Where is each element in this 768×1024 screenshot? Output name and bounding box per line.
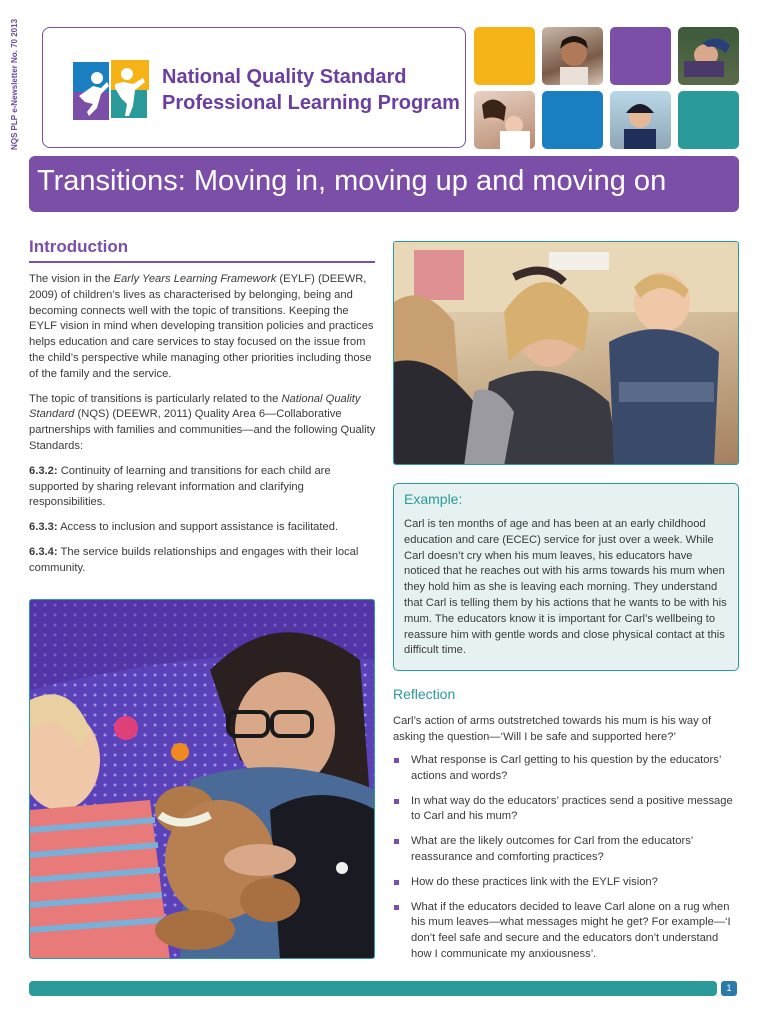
intro-p2-text-cont: (NQS) (DEEWR, 2011) Quality Area 6—Collaborative partnerships with families and communities—and the following Quality Standards: xyxy=(29,408,376,452)
standard-text: Continuity of learning and transitions for each child are supported by sharing relevant information and clarifying responsibilities. xyxy=(29,464,331,509)
yellow-tile xyxy=(474,27,535,85)
bullet-icon xyxy=(394,758,399,763)
child-hat-image xyxy=(610,91,671,149)
educator-child-image xyxy=(394,242,739,465)
quality-standard-item xyxy=(29,520,379,536)
purple-tile xyxy=(610,27,671,85)
intro-p1-text: The vision in the xyxy=(29,273,114,285)
blue-tile xyxy=(542,91,603,149)
side-newsletter-label xyxy=(8,20,24,160)
example-body: Carl is ten months of age and has been at an early childhood education and care (ECEC) service for just over a week. While Carl doesn’t cry when his mum leaves, his educators have noticed that he reaches out with his arms towards his mum when they hold him as she is leaving each morning. They understand that Carl is telling them by his actions that he wants to be with his mum. The educators know it is important for Carl’s wellbeing to reassure him with gentle words and close physical contact at this difficult time. xyxy=(404,518,727,657)
child-hat-tile xyxy=(610,91,671,149)
question-item xyxy=(393,794,739,826)
example-callout xyxy=(393,483,739,671)
photo-tile-mosaic xyxy=(474,27,740,151)
question-text: How do these practices link with the EYLF vision? xyxy=(411,875,658,888)
bullet-icon xyxy=(394,880,399,885)
bullet-icon xyxy=(394,905,399,910)
title-banner xyxy=(29,156,739,212)
intro-paragraph-2 xyxy=(29,392,379,455)
reflection-title: Reflection xyxy=(393,686,456,702)
quality-standard-item xyxy=(29,545,379,577)
intro-p2-emphasis: National Quality Standard xyxy=(29,392,361,421)
teal-tile xyxy=(678,91,739,149)
standard-code: 6.3.4: xyxy=(29,545,58,558)
question-item xyxy=(393,875,739,891)
intro-p1-text-cont: (EYLF) (DEEWR, 2009) of children’s lives as characterised by belonging, being and becoming connects well with the topic of transitions. Keeping the EYLF vision in mind when developing transition policies and practices helps education and care services to stay focused on the issue from the child’s perspective while managing other priorities including those of the family and the service. xyxy=(29,273,374,380)
intro-p2-text: The topic of transitions is particularly related to the xyxy=(29,392,282,405)
standard-code: 6.3.3: xyxy=(29,521,58,534)
child-portrait-image xyxy=(542,27,603,85)
question-text: What if the educators decided to leave Carl alone on a rug when his mum leaves—what messages might he get? For example—‘I don’t feel safe and secure and the educators don’t understand how I communicate my anxiousness’. xyxy=(411,900,731,960)
page-number: 1 xyxy=(721,981,737,996)
heading-divider xyxy=(29,261,375,263)
program-title-line1: National Quality Standard xyxy=(162,66,407,88)
intro-p1-emphasis: Early Years Learning Framework xyxy=(113,273,277,285)
question-item xyxy=(393,834,739,866)
program-title xyxy=(162,64,460,116)
introduction-heading: Introduction xyxy=(29,237,129,256)
standard-code: 6.3.2: xyxy=(29,464,58,477)
educator-child-photo xyxy=(393,241,739,465)
banner-title: Transitions: Moving in, moving up and moving on xyxy=(37,165,667,197)
sleeping-child-image xyxy=(678,27,739,85)
introduction-body xyxy=(29,272,379,586)
educator-teddy-photo xyxy=(29,599,375,959)
reflection-questions xyxy=(393,753,739,972)
example-title: Example: xyxy=(404,491,463,507)
nqs-logo-icon xyxy=(71,58,151,122)
program-title-line2: Professional Learning Program xyxy=(162,92,460,114)
intro-paragraph-1 xyxy=(29,272,379,383)
question-text: In what way do the educators’ practices send a positive message to Carl and his mum? xyxy=(411,794,733,823)
bullet-icon xyxy=(394,839,399,844)
bullet-icon xyxy=(394,799,399,804)
question-item xyxy=(393,753,739,785)
footer-bar xyxy=(29,981,717,996)
child-photo-tile xyxy=(542,27,603,85)
mother-baby-image xyxy=(474,91,535,149)
standard-text: Access to inclusion and support assistance is facilitated. xyxy=(57,521,339,534)
reflection-intro: Carl’s action of arms outstretched towards his mum is his way of asking the question—‘Will I be safe and supported here?’ xyxy=(393,715,712,743)
standard-text: The service builds relationships and engages with their local community. xyxy=(29,545,359,574)
side-label-text: NQS PLP e-Newsletter No. 70 2013 xyxy=(10,18,19,150)
question-item xyxy=(393,900,739,963)
mother-baby-tile xyxy=(474,91,535,149)
sleeping-child-tile xyxy=(678,27,739,85)
question-text: What response is Carl getting to his question by the educators’ actions and words? xyxy=(411,754,721,782)
educator-teddy-image xyxy=(30,600,375,959)
quality-standard-item xyxy=(29,464,379,511)
question-text: What are the likely outcomes for Carl from the educators’ reassurance and comforting practices? xyxy=(411,835,693,863)
